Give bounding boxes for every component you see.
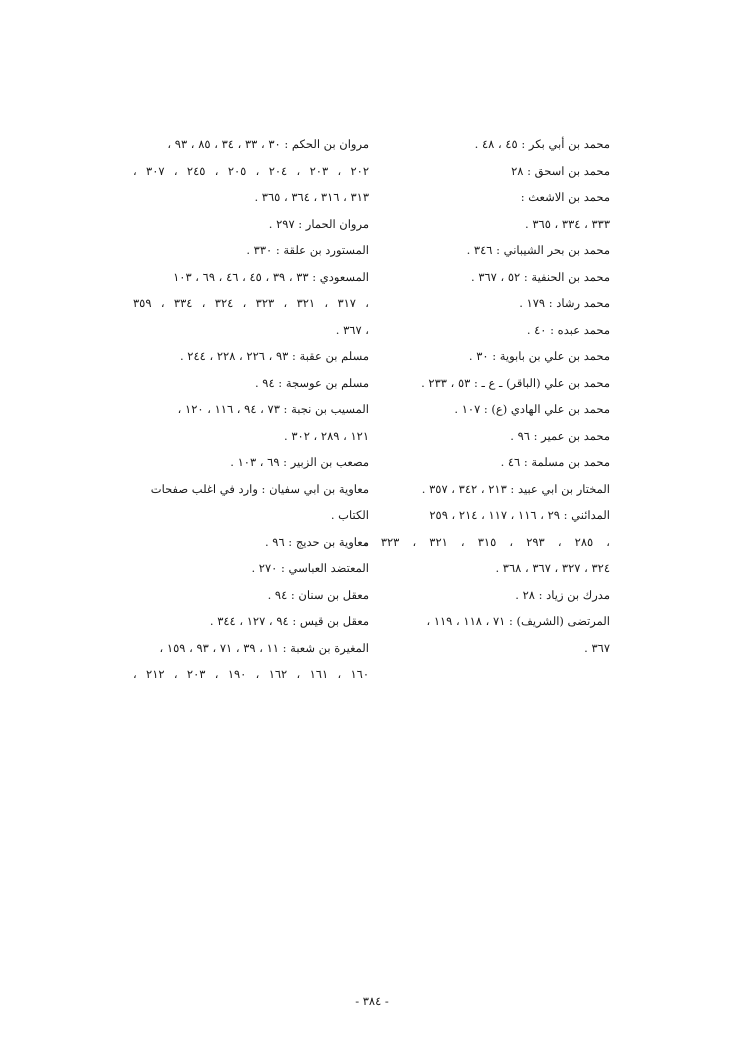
index-entry: معقل بن قيس : ٩٤ ، ١٢٧ ، ٣٤٤ . — [209, 614, 369, 628]
index-entry: المعتضد العباسي : ٢٧٠ . — [251, 561, 369, 575]
index-entry: المسعودي : ٣٣ ، ٣٩ ، ٤٥ ، ٤٦ ، ٦٩ ، ١٠٣ — [173, 269, 369, 284]
index-entry: محمد بن اسحق : ٢٨ — [511, 163, 610, 178]
index-entry: ٣٣٣ ، ٣٣٤ ، ٣٦٥ . — [525, 216, 610, 231]
index-entry: المغيرة بن شعبة : ١١ ، ٣٩ ، ٧١ ، ٩٣ ، ١٥٩ ، — [159, 640, 369, 655]
index-entry: محمد بن مسلمة : ٤٦ . — [500, 455, 610, 469]
index-entry: محمد بن علي الهادي (ع) : ١٠٧ . — [454, 402, 610, 416]
index-entry: محمد رشاد : ١٧٩ . — [519, 296, 610, 310]
index-entry-continuation: ٣٢٤ ، ٣٢٧ ، ٣٦٧ ، ٣٦٨ . — [495, 561, 610, 575]
index-entry-continuation: ٣٦٧ . — [584, 640, 610, 655]
index-entry: محمد بن الاشعث : — [520, 190, 610, 204]
index-entry: المدائني : ٢٩ ، ١١٦ ، ١١٧ ، ٢١٤ ، ٢٥٩ — [429, 508, 610, 522]
index-entry-continuation: ، ٣٦٧ . — [335, 322, 369, 337]
index-entry: مسلم بن عقبة : ٩٣ ، ٢٢٦ ، ٢٢٨ ، ٢٤٤ . — [179, 349, 369, 363]
index-entry: المرتضى (الشريف) : ٧١ ، ١١٨ ، ١١٩ ، — [426, 614, 610, 628]
index-entry-continuation: ٢٠٢ ، ٢٠٣ ، ٢٠٤ ، ٢٠٥ ، ٢٤٥ ، ٣٠٧ ، — [133, 163, 369, 178]
index-entry-continuation: ، ٣١٧ ، ٣٢١ ، ٣٢٣ ، ٣٢٤ ، ٣٣٤ ، ٣٥٩ — [133, 296, 369, 310]
index-entry: المسيب بن نجبة : ٧٣ ، ٩٤ ، ١١٦ ، ١٢٠ ، — [177, 402, 369, 416]
index-entry-continuation: ٣١٣ ، ٣١٦ ، ٣٦٤ ، ٣٦٥ . — [254, 190, 369, 204]
index-entry: محمد بن علي (الباقر) ـ ع ـ : ٥٣ ، ٢٣٣ . — [421, 375, 610, 390]
index-entry: المستورد بن علقة : ٣٣٠ . — [246, 243, 369, 257]
index-entry: مصعب بن الزبير : ٦٩ ، ١٠٣ . — [230, 455, 369, 469]
index-entry-continuation: ١٢١ ، ٢٨٩ ، ٣٠٢ . — [284, 428, 369, 443]
index-entry: محمد بن الحنفية : ٥٢ ، ٣٦٧ . — [471, 269, 610, 284]
index-column-right — [364, 131, 610, 661]
index-entry: محمد بن أبي بكر : ٤٥ ، ٤٨ . — [474, 137, 610, 151]
index-entry-continuation: ، ٢٨٥ ، ٢٩٣ ، ٣١٥ ، ٣٢١ ، ٣٢٣ ، — [364, 534, 610, 549]
index-entry: محمد عبده : ٤٠ . — [526, 322, 610, 337]
index-entry-continuation: ١٦٠ ، ١٦١ ، ١٦٢ ، ١٩٠ ، ٢٠٣ ، ٢١٢ ، — [133, 667, 369, 681]
index-entry: معقل بن سنان : ٩٤ . — [267, 587, 369, 602]
index-entry: المختار بن ابي عبيد : ٢١٣ ، ٣٤٢ ، ٣٥٧ . — [421, 481, 610, 496]
index-entry: محمد بن علي بن بابوية : ٣٠ . — [468, 349, 610, 363]
page-number: - ٣٨٤ - — [355, 994, 389, 1008]
index-entry: محمد بن بحر الشيباني : ٣٤٦ . — [466, 243, 610, 257]
index-entry: معاوية بن حديج : ٩٦ . — [264, 534, 369, 549]
index-column-left — [133, 131, 369, 688]
index-entry: مسلم بن عوسجة : ٩٤ . — [254, 375, 369, 390]
index-entry: مدرك بن زياد : ٢٨ . — [515, 587, 610, 602]
index-entry: محمد بن عمير : ٩٦ . — [510, 428, 610, 443]
index-entry-continuation: الكتاب . — [330, 508, 369, 522]
index-entry: معاوية بن ابي سفيان : وارد في اغلب صفحات — [150, 481, 369, 496]
index-entry: مروان الحمار : ٢٩٧ . — [268, 216, 369, 231]
index-entry: مروان بن الحكم : ٣٠ ، ٣٣ ، ٣٤ ، ٨٥ ، ٩٣ ، — [167, 137, 369, 151]
